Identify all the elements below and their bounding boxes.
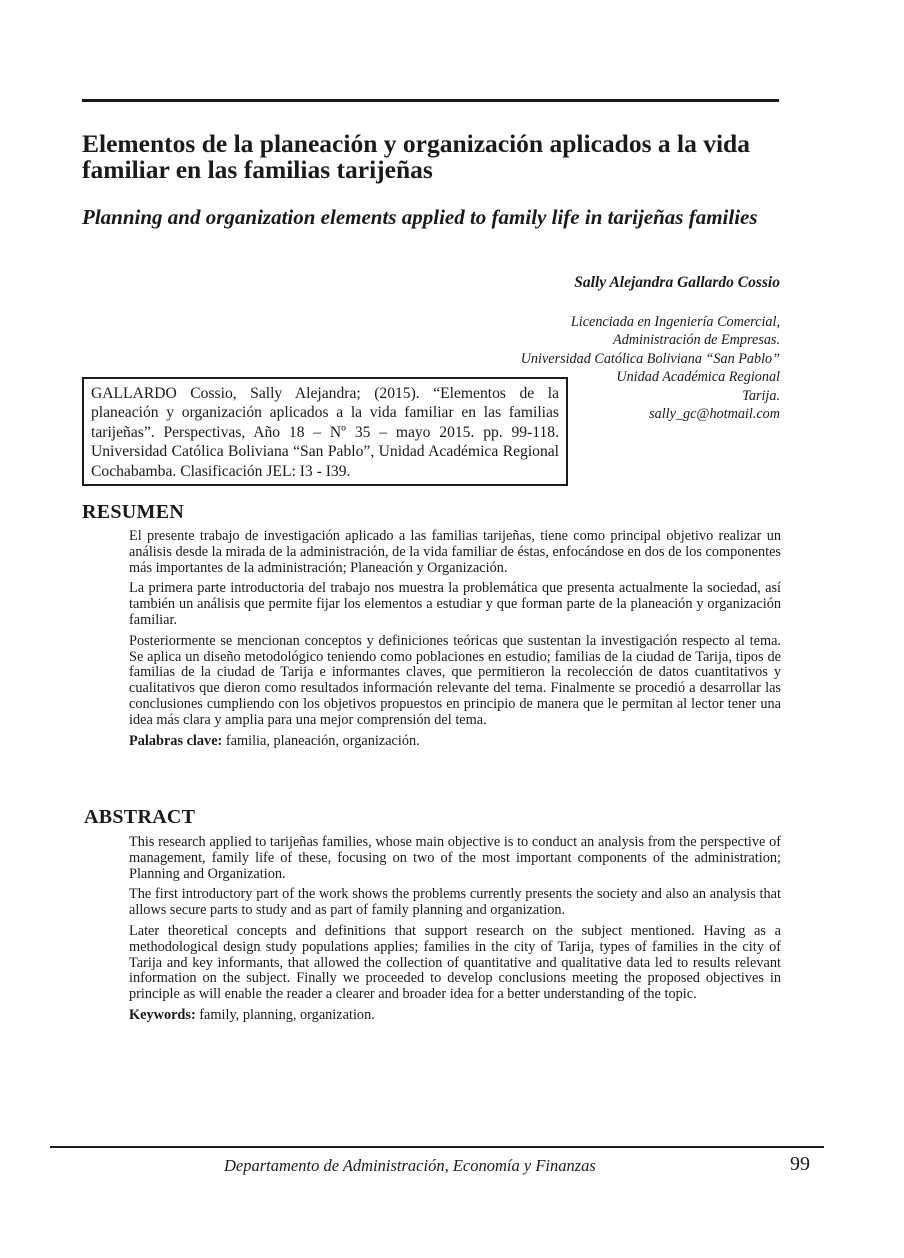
resumen-paragraph: El presente trabajo de investigación aplicado a las familias tarijeñas, tiene como principal objetivo realizar un análisis desde la mirada de la administración, de la vida familiar de éstas, enfocándose en dos de los componentes más importantes de la administración; Planeación y Organización. (129, 528, 781, 576)
top-rule (82, 99, 779, 102)
resumen-heading: RESUMEN (82, 501, 185, 523)
footer-rule (50, 1146, 824, 1148)
resumen-keywords (129, 734, 781, 750)
affiliation-line: Tarija. (742, 387, 780, 404)
affiliation-line: Universidad Católica Boliviana “San Pablo” (520, 350, 780, 367)
author-name: Sally Alejandra Gallardo Cossio (574, 274, 780, 291)
page-number: 99 (790, 1153, 810, 1175)
keywords-label: Keywords: (129, 1006, 196, 1023)
article-title-spanish: Elementos de la planeación y organización aplicados a la vida familiar en las familias tarijeñas (82, 129, 750, 184)
abstract-paragraph: This research applied to tarijeñas families, whose main objective is to conduct an analysis from the perspective of management, family life of these, focusing on two of the most important components of the administration; Planning and Organization. (129, 834, 781, 882)
author-email: sally_gc@hotmail.com (649, 406, 780, 423)
affiliation-line: Administración de Empresas. (613, 332, 780, 349)
resumen-paragraph: Posteriormente se mencionan conceptos y definiciones teóricas que sustentan la investigación respecto al tema. Se aplica un diseño metodológico teniendo como poblaciones en estudio; familias de la ciudad de Tarija, tipos de familias de la ciudad de Tarija e informantes claves, que permitieron la recolección de datos cuantitativos y cualitativos que dieron como resultados información relevante del tema. Finalmente se procedió a desarrollar las conclusiones cumpliendo con los objetivos propuestos en principio de manera que le permitan al lector tener una idea más clara y amplia para una mejor comprensión del tema. (129, 632, 781, 728)
affiliation-line: Licenciada en Ingeniería Comercial, (570, 314, 780, 330)
article-title-english: Planning and organization elements applied to family life in tarijeñas families (82, 205, 758, 229)
abstract-heading: ABSTRACT (84, 806, 196, 828)
abstract-body (129, 835, 781, 1029)
abstract-paragraph: The first introductory part of the work shows the problems currently presents the society and also an analysis that allows secure parts to study and as part of family planning and organization. (129, 886, 781, 919)
keywords-list: familia, planeación, organización. (222, 732, 420, 749)
keywords-list: family, planning, organization. (195, 1006, 375, 1023)
footer-department: Departamento de Administración, Economía y Finanzas (224, 1156, 596, 1175)
affiliation-line: Unidad Académica Regional (616, 369, 780, 386)
resumen-paragraph: La primera parte introductoria del trabajo nos muestra la problemática que presenta actualmente la sociedad, así también un análisis que permite fijar los elementos a estudiar y que forman parte de la planeación y organización familiar. (129, 580, 781, 628)
abstract-paragraph: Later theoretical concepts and definitions that support research on the subject mentioned. Having as a methodological design study populations applies; families in the city of Tarija, types of families in the city of Tarija and key informants, that allowed the collection of quantitative and qualitative data led to results relevant information on the subject. Finally we proceeded to develop conclusions meeting the proposed objectives in principle as will enable the reader a clearer and broader idea for a better understanding of the topic. (129, 922, 781, 1003)
resumen-body (129, 529, 781, 754)
citation-box: GALLARDO Cossio, Sally Alejandra; (2015). “Elementos de la planeación y organización aplicados a la vida familiar en las familias tarijeñas”. Perspectivas, Año 18 – Nº 35 – mayo 2015. pp. 99-118. Universidad Católica Boliviana “San Pablo”, Unidad Académica Regional Cochabamba. Clasificación JEL: I3 - I39. (82, 377, 568, 486)
abstract-keywords (129, 1008, 781, 1024)
keywords-label: Palabras clave: (129, 732, 223, 749)
